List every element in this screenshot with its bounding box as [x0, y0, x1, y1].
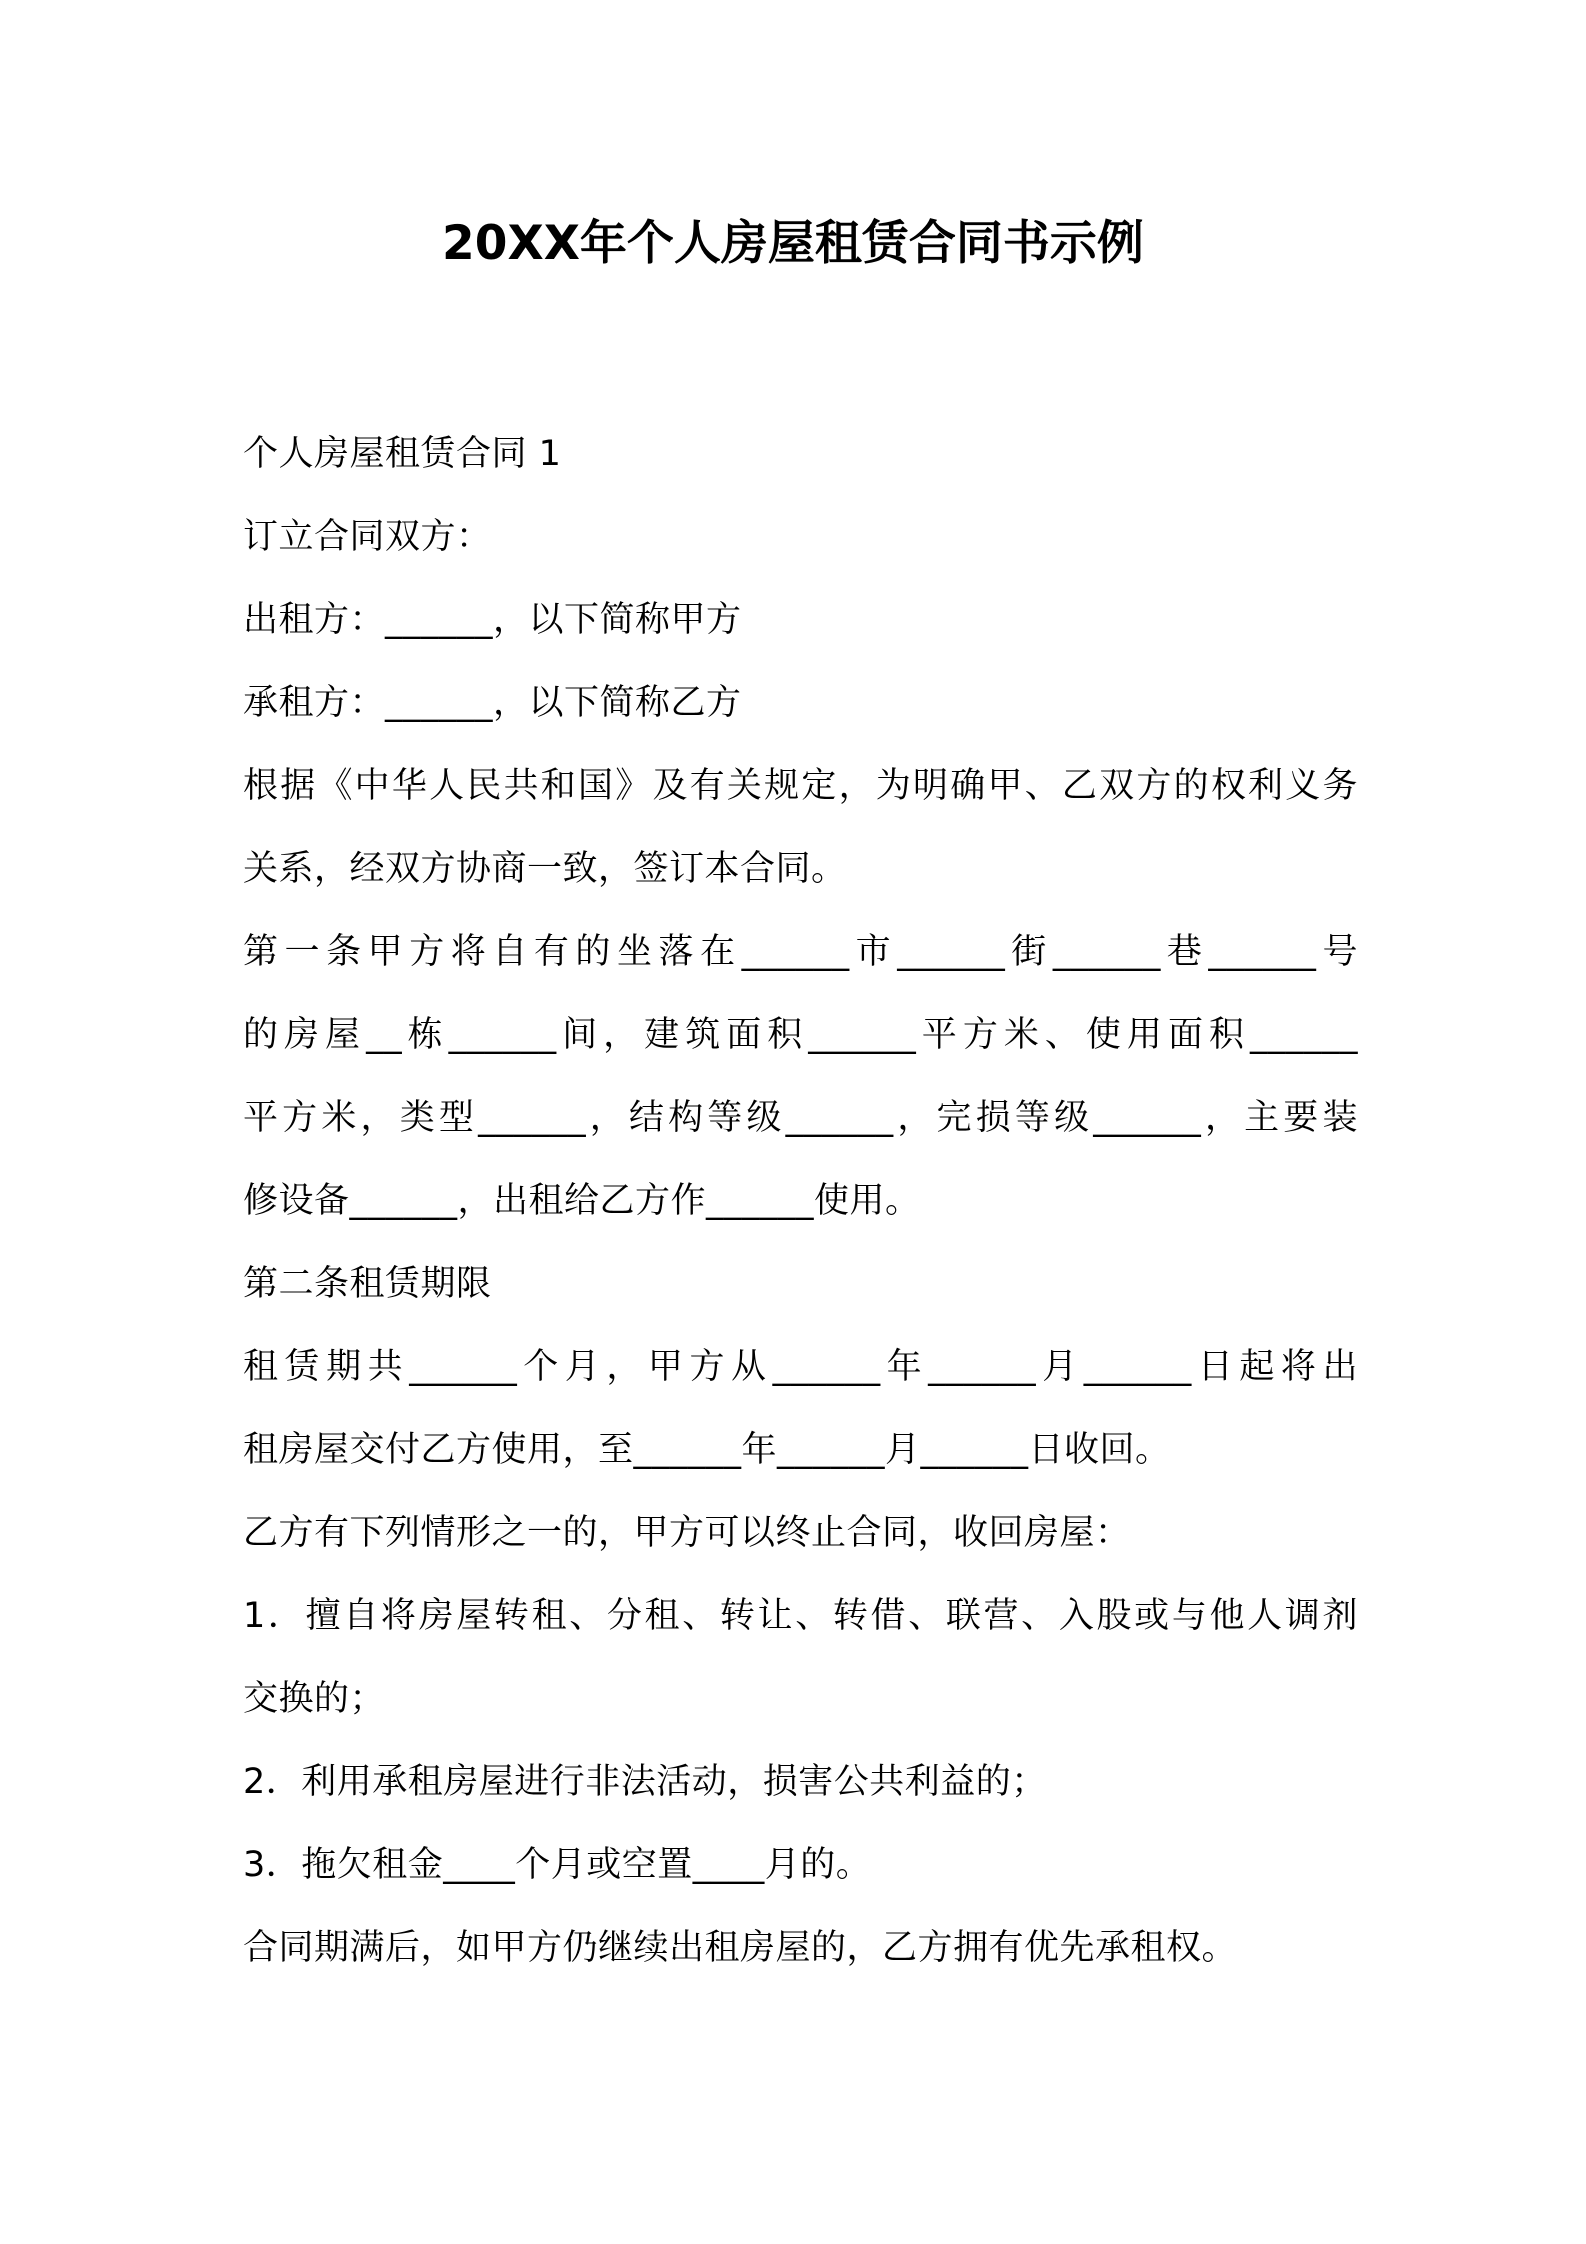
paragraph-line: 合同期满后，如甲方仍继续出租房屋的，乙方拥有优先承租权。	[243, 1928, 1238, 1968]
document-body	[243, 413, 1358, 1990]
paragraph-line: 修设备______，出租给乙方作______使用。	[243, 1181, 921, 1221]
paragraph-line: 订立合同双方：	[243, 517, 492, 557]
paragraph-line: 关系，经双方协商一致，签订本合同。	[243, 849, 847, 889]
list-item: 3．拖欠租金____个月或空置____月的。	[243, 1845, 872, 1885]
paragraph-line: 承租方：______，以下简称乙方	[243, 683, 742, 723]
paragraph-line: 根据《中华人民共和国》及有关规定，为明确甲、乙双方的权利义务	[243, 766, 1358, 806]
paragraph-line: 租赁期共______个月，甲方从______年______月______日起将出	[243, 1347, 1358, 1387]
paragraph-line: 乙方有下列情形之一的，甲方可以终止合同，收回房屋：	[243, 1513, 1131, 1553]
list-item-continuation: 交换的；	[243, 1679, 386, 1719]
list-item: 1．擅自将房屋转租、分租、转让、转借、联营、入股或与他人调剂	[243, 1596, 1358, 1636]
paragraph-line: 的房屋__栋______间，建筑面积______平方米、使用面积______	[243, 1015, 1358, 1055]
paragraph-line: 出租方：______，以下简称甲方	[243, 600, 742, 640]
list-item: 2．利用承租房屋进行非法活动，损害公共利益的；	[243, 1762, 1047, 1802]
section-heading: 第二条租赁期限	[243, 1264, 492, 1304]
paragraph-line: 第一条甲方将自有的坐落在______市______街______巷______号	[243, 932, 1358, 972]
document-title: 20XX年个人房屋租赁合同书示例	[442, 216, 1144, 271]
paragraph-line: 平方米，类型______，结构等级______，完损等级______，主要装	[243, 1098, 1358, 1138]
section-heading: 个人房屋租赁合同 1	[243, 434, 562, 474]
paragraph-line: 租房屋交付乙方使用，至______年______月______日收回。	[243, 1430, 1171, 1470]
